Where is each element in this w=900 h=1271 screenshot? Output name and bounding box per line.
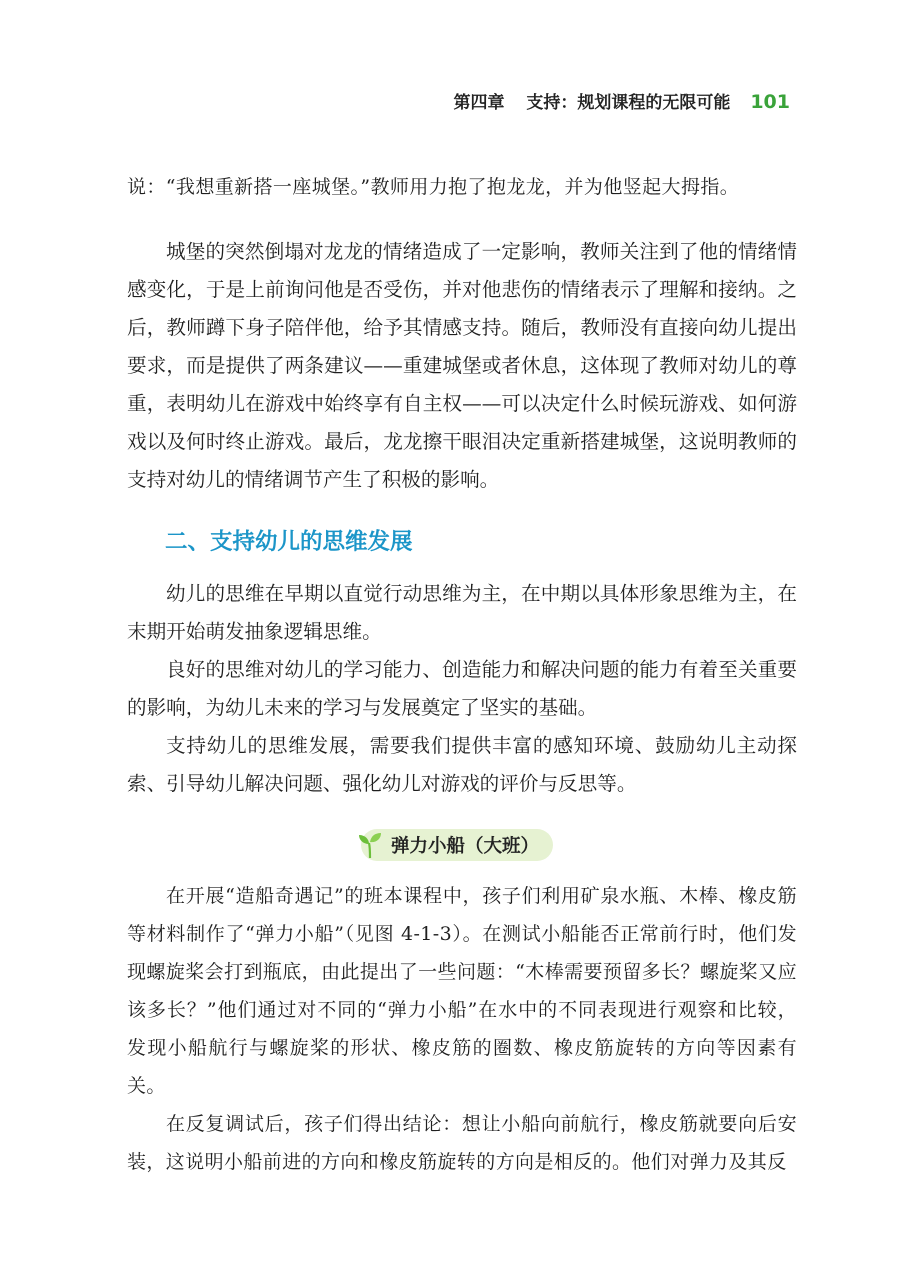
sprout-icon — [357, 831, 383, 859]
case-paragraph: 在开展“造船奇遇记”的班本课程中，孩子们利用矿泉水瓶、木棒、橡皮筋等材料制作了“弹力小船”（见图 4-1-3）。在测试小船能否正常前行时，他们发现螺旋桨会打到瓶底，由此提出了一些问题：“木棒需要预留多长？螺旋桨又应该多长？”他们通过对不同的“弹力小船”在水中的不同表现进行观察和比较，发现小船航行与螺旋桨的形状、橡皮筋的圈数、橡皮筋旋转的方向等因素有关。 — [127, 885, 797, 1097]
case-body — [127, 877, 797, 1181]
paragraph: 支持幼儿的思维发展，需要我们提供丰富的感知环境、鼓励幼儿主动探索、引导幼儿解决问题、强化幼儿对游戏的评价与反思等。 — [127, 734, 797, 795]
section-heading: 二、支持幼儿的思维发展 — [165, 529, 413, 555]
paragraph: 幼儿的思维在早期以直觉行动思维为主，在中期以具体形象思维为主，在末期开始萌发抽象逻辑思维。 — [127, 582, 797, 643]
paragraph: 良好的思维对幼儿的学习能力、创造能力和解决问题的能力有着至关重要的影响，为幼儿未来的学习与发展奠定了坚实的基础。 — [127, 658, 797, 719]
page-number: 101 — [750, 91, 790, 113]
analysis-block — [127, 233, 797, 499]
continued-case-text — [127, 168, 797, 206]
chapter-title: 支持：规划课程的无限可能 — [526, 93, 731, 113]
case-paragraph: 在反复调试后，孩子们得出结论：想让小船向前航行，橡皮筋就要向后安装，这说明小船前进的方向和橡皮筋旋转的方向是相反的。他们对弹力及其反 — [127, 1113, 797, 1173]
case-title: 弹力小船（大班） — [361, 829, 553, 861]
section-body — [127, 575, 797, 803]
running-header — [453, 88, 790, 113]
chapter-label: 第四章 — [453, 93, 505, 113]
paragraph: 说：“我想重新搭一座城堡。”教师用力抱了抱龙龙，并为他竖起大拇指。 — [127, 176, 740, 198]
case-title-badge — [357, 828, 553, 862]
analysis-paragraph: 城堡的突然倒塌对龙龙的情绪造成了一定影响，教师关注到了他的情绪情感变化，于是上前询问他是否受伤，并对他悲伤的情绪表示了理解和接纳。之后，教师蹲下身子陪伴他，给予其情感支持。随后，教师没有直接向幼儿提出要求，而是提供了两条建议——重建城堡或者休息，这体现了教师对幼儿的尊重，表明幼儿在游戏中始终享有自主权——可以决定什么时候玩游戏、如何游戏以及何时终止游戏。最后，龙龙擦干眼泪决定重新搭建城堡，这说明教师的支持对幼儿的情绪调节产生了积极的影响。 — [127, 240, 797, 491]
